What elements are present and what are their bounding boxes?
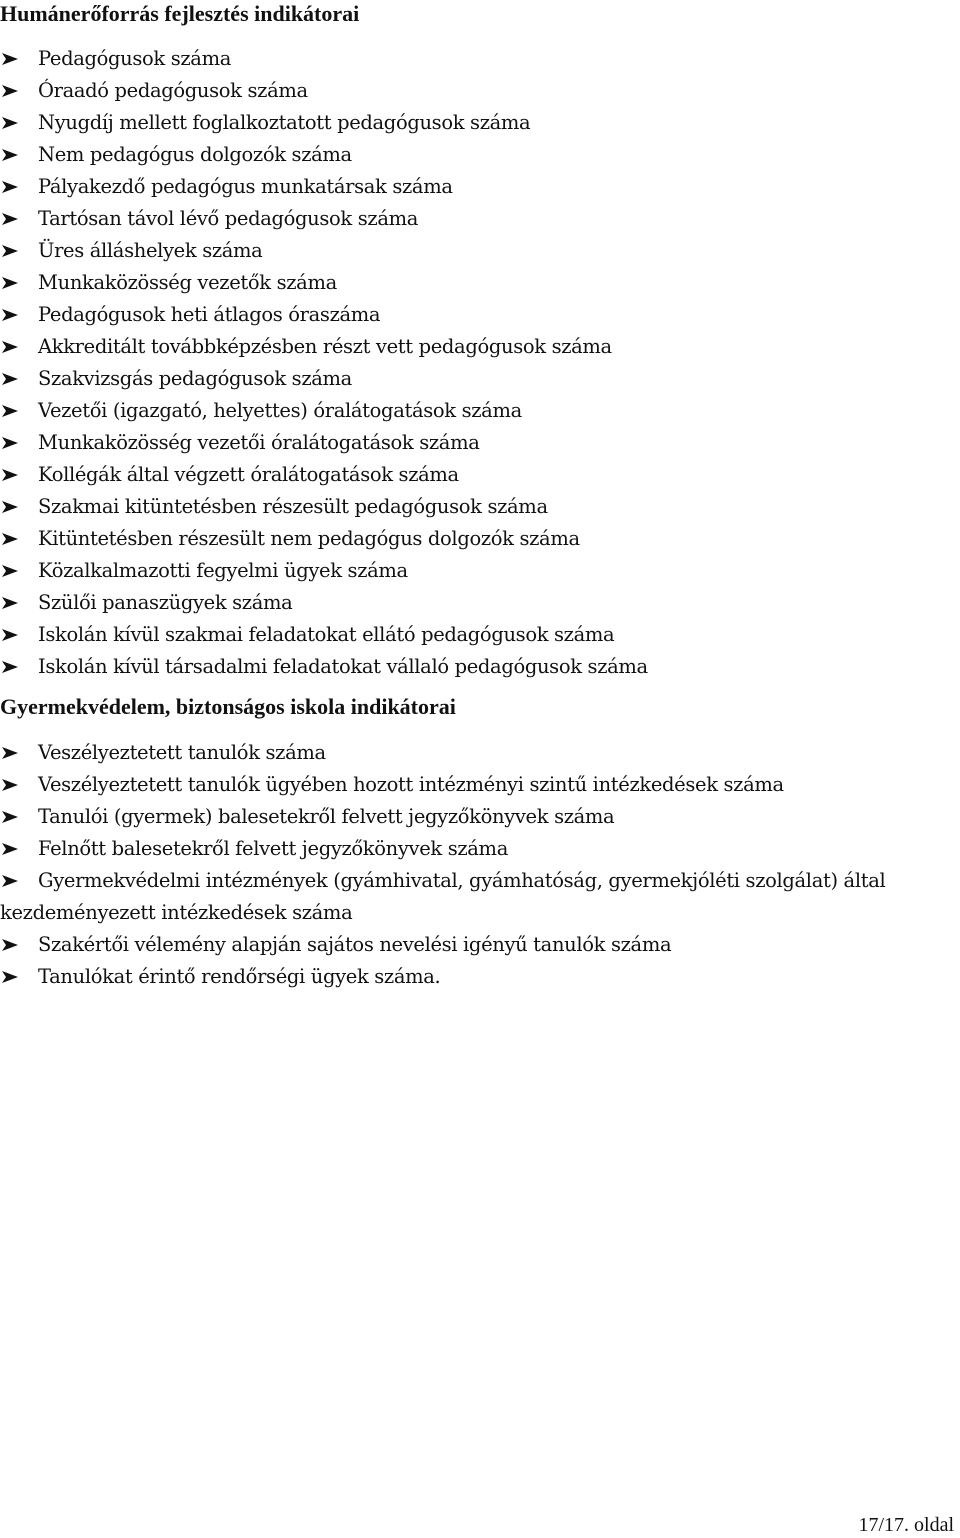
arrowhead-bullet-icon (0, 659, 20, 675)
list-item (0, 171, 648, 203)
list-item (0, 203, 648, 235)
list-item-text: Közalkalmazotti fegyelmi ügyek száma (38, 559, 408, 582)
list-item (0, 929, 920, 961)
arrowhead-bullet-icon (0, 211, 20, 227)
list-item-text: Felnőtt balesetekről felvett jegyzőkönyvek száma (38, 837, 508, 860)
list-item-text: Kitüntetésben részesült nem pedagógus dolgozók száma (38, 527, 580, 550)
indicator-list-human-resources (0, 43, 648, 683)
list-item (0, 459, 648, 491)
arrowhead-bullet-icon (0, 83, 20, 99)
list-item-text: Gyermekvédelmi intézmények (gyámhivatal, gyámhatóság, gyermekjóléti szolgálat) által kezdeményezett intézkedések száma (0, 869, 886, 924)
arrowhead-bullet-icon (0, 275, 20, 291)
arrowhead-bullet-icon (0, 627, 20, 643)
arrowhead-bullet-icon (0, 179, 20, 195)
arrowhead-bullet-icon (0, 841, 20, 857)
arrowhead-bullet-icon (0, 435, 20, 451)
arrowhead-bullet-icon (0, 745, 20, 761)
arrowhead-bullet-icon (0, 937, 20, 953)
list-item (0, 737, 920, 769)
list-item (0, 491, 648, 523)
section-heading-child-protection: Gyermekvédelem, biztonságos iskola indikátorai (0, 694, 456, 719)
section-heading-human-resources: Humánerőforrás fejlesztés indikátorai (0, 1, 360, 26)
arrowhead-bullet-icon (0, 467, 20, 483)
list-item-text: Veszélyeztetett tanulók ügyében hozott intézményi szintű intézkedések száma (38, 773, 784, 796)
indicator-list-child-protection (0, 737, 920, 993)
list-item (0, 865, 920, 929)
arrowhead-bullet-icon (0, 115, 20, 131)
list-item-text: Pedagógusok száma (38, 47, 231, 70)
list-item-text: Tanulókat érintő rendőrségi ügyek száma. (38, 965, 441, 988)
list-item-text: Iskolán kívül társadalmi feladatokat vállaló pedagógusok száma (38, 655, 648, 678)
arrowhead-bullet-icon (0, 969, 20, 985)
arrowhead-bullet-icon (0, 403, 20, 419)
list-item-text: Óraadó pedagógusok száma (38, 79, 308, 102)
list-item (0, 75, 648, 107)
list-item-text: Nyugdíj mellett foglalkoztatott pedagógusok száma (38, 111, 531, 134)
arrowhead-bullet-icon (0, 243, 20, 259)
list-item-text: Pedagógusok heti átlagos óraszáma (38, 303, 381, 326)
page-number: 17/17. oldal (858, 1514, 954, 1536)
list-item-text: Szülői panaszügyek száma (38, 591, 293, 614)
list-item-text: Iskolán kívül szakmai feladatokat ellátó pedagógusok száma (38, 623, 615, 646)
list-item-text: Szakértői vélemény alapján sajátos nevelési igényű tanulók száma (38, 933, 672, 956)
list-item (0, 651, 648, 683)
arrowhead-bullet-icon (0, 499, 20, 515)
list-item (0, 769, 920, 801)
list-item (0, 363, 648, 395)
list-item (0, 235, 648, 267)
list-item-text: Munkaközösség vezetők száma (38, 271, 337, 294)
arrowhead-bullet-icon (0, 307, 20, 323)
list-item (0, 395, 648, 427)
list-item-text: Veszélyeztetett tanulók száma (38, 741, 326, 764)
list-item (0, 555, 648, 587)
list-item-text: Munkaközösség vezetői óralátogatások száma (38, 431, 480, 454)
list-item (0, 139, 648, 171)
list-item-text: Vezetői (igazgató, helyettes) óralátogatások száma (38, 399, 522, 422)
list-item (0, 107, 648, 139)
list-item-text: Tartósan távol lévő pedagógusok száma (38, 207, 419, 230)
list-item (0, 587, 648, 619)
arrowhead-bullet-icon (0, 371, 20, 387)
list-item-text: Tanulói (gyermek) balesetekről felvett jegyzőkönyvek száma (38, 805, 615, 828)
list-item-text: Kollégák által végzett óralátogatások száma (38, 463, 459, 486)
arrowhead-bullet-icon (0, 873, 20, 889)
list-item-text: Pályakezdő pedagógus munkatársak száma (38, 175, 453, 198)
list-item-text: Akkreditált továbbképzésben részt vett pedagógusok száma (38, 335, 612, 358)
list-item-text: Szakvizsgás pedagógusok száma (38, 367, 352, 390)
list-item (0, 267, 648, 299)
list-item (0, 523, 648, 555)
arrowhead-bullet-icon (0, 563, 20, 579)
arrowhead-bullet-icon (0, 777, 20, 793)
list-item (0, 833, 920, 865)
list-item (0, 43, 648, 75)
list-item-text: Szakmai kitüntetésben részesült pedagógusok száma (38, 495, 548, 518)
list-item (0, 619, 648, 651)
list-item (0, 801, 920, 833)
list-item (0, 299, 648, 331)
list-item-text: Nem pedagógus dolgozók száma (38, 143, 352, 166)
arrowhead-bullet-icon (0, 339, 20, 355)
arrowhead-bullet-icon (0, 809, 20, 825)
arrowhead-bullet-icon (0, 595, 20, 611)
list-item (0, 427, 648, 459)
list-item (0, 331, 648, 363)
arrowhead-bullet-icon (0, 147, 20, 163)
arrowhead-bullet-icon (0, 51, 20, 67)
arrowhead-bullet-icon (0, 531, 20, 547)
list-item (0, 961, 920, 993)
list-item-text: Üres álláshelyek száma (38, 239, 263, 262)
